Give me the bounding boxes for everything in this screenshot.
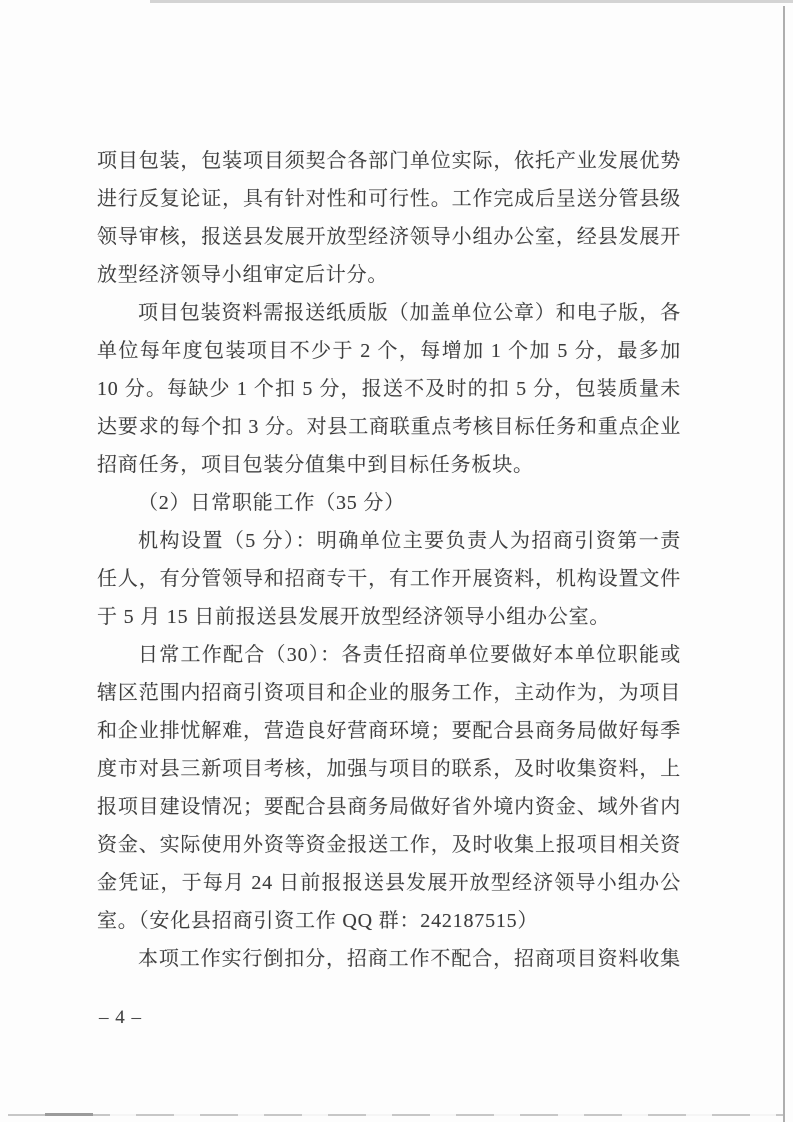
text-line: 辖区范围内招商引资项目和企业的服务工作，主动作为，为项目: [97, 682, 681, 704]
text-line: 招商任务，项目包装分值集中到目标任务板块。: [97, 454, 534, 476]
text-line: 机构设置（5 分）：明确单位主要负责人为招商引资第一责: [138, 530, 681, 552]
text-line: 项目包装，包装项目须契合各部门单位实际，依托产业发展优势: [97, 150, 681, 172]
page-number: – 4 –: [99, 1007, 142, 1028]
text-line: 室。（安化县招商引资工作 QQ 群：242187515）: [97, 910, 539, 932]
text-line: 于 5 月 15 日前报送县发展开放型经济领导小组办公室。: [97, 606, 611, 628]
text-line: 10 分。每缺少 1 个扣 5 分，报送不及时的扣 5 分，包装质量未: [97, 378, 681, 400]
text-line: 放型经济领导小组审定后计分。: [97, 264, 389, 286]
text-line: 领导审核，报送县发展开放型经济领导小组办公室，经县发展开: [97, 226, 681, 248]
text-line: 达要求的每个扣 3 分。对县工商联重点考核目标任务和重点企业: [97, 416, 681, 438]
body-text: [97, 142, 681, 978]
text-line: 报项目建设情况；要配合县商务局做好省外境内资金、域外省内: [97, 796, 681, 818]
scan-edge-top: [150, 0, 793, 3]
text-line: 本项工作实行倒扣分，招商工作不配合，招商项目资料收集: [138, 948, 681, 970]
text-line: 度市对县三新项目考核，加强与项目的联系，及时收集资料，上: [97, 758, 681, 780]
scan-edge-bottom: [8, 1114, 783, 1116]
text-line-section-heading: （2）日常职能工作（35 分）: [138, 492, 405, 514]
scan-edge-right: [783, 6, 785, 1122]
text-line: 和企业排忧解难，营造良好营商环境；要配合县商务局做好每季: [97, 720, 681, 742]
text-line: 项目包装资料需报送纸质版（加盖单位公章）和电子版，各: [138, 302, 681, 324]
text-line: 任人，有分管领导和招商专干，有工作开展资料，机构设置文件: [97, 568, 681, 590]
text-line: 单位每年度包装项目不少于 2 个，每增加 1 个加 5 分，最多加: [97, 340, 681, 362]
scan-edge-bottom-mark: [45, 1113, 93, 1116]
text-line: 日常工作配合（30）：各责任招商单位要做好本单位职能或: [138, 644, 681, 666]
text-line: 金凭证，于每月 24 日前报报送县发展开放型经济领导小组办公: [97, 872, 681, 894]
text-line: 资金、实际使用外资等资金报送工作，及时收集上报项目相关资: [97, 834, 681, 856]
text-line: 进行反复论证，具有针对性和可行性。工作完成后呈送分管县级: [97, 188, 681, 210]
